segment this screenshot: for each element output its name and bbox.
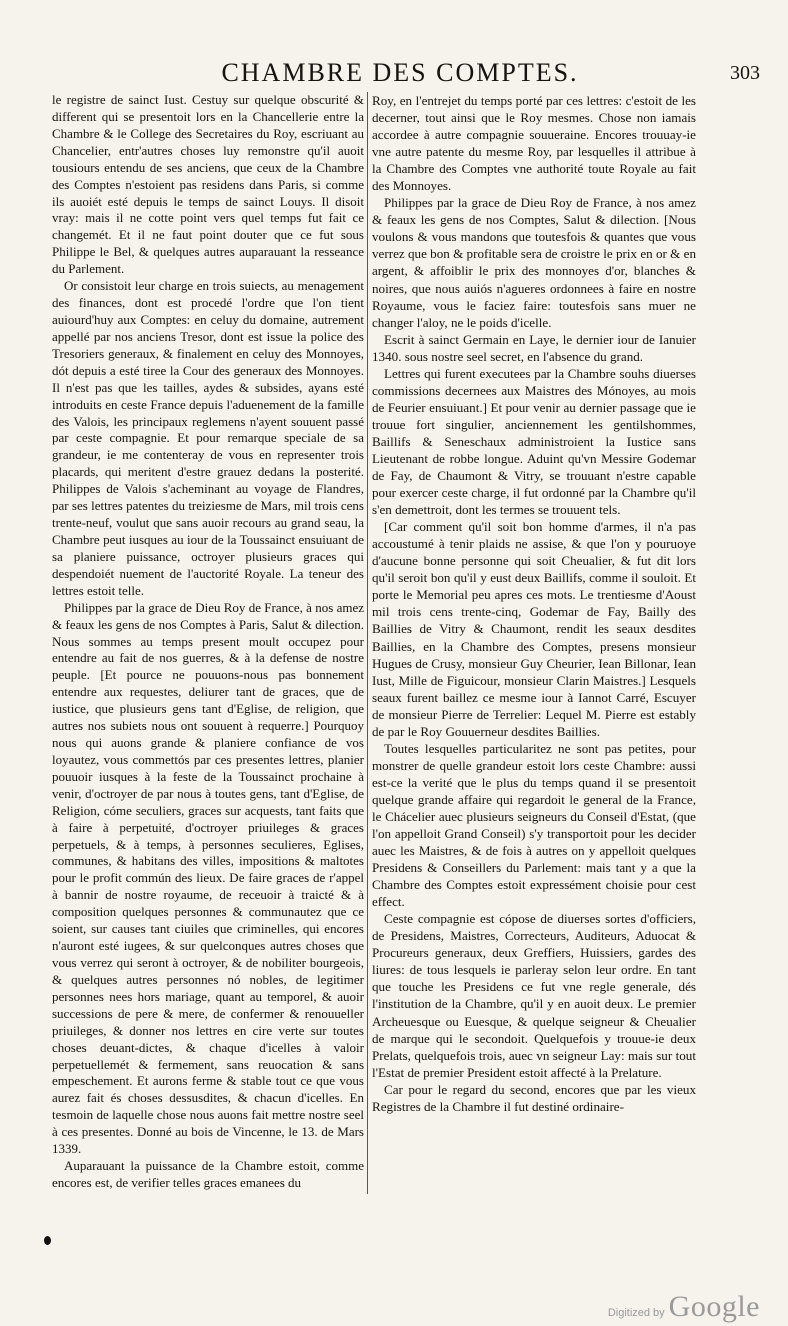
paragraph: Lettres qui furent executees par la Chambre souhs diuerses commissions decernees aux Maistres des Mónoyes, au mois de Feurier ensuiuant.] Et pour venir au dernier passage que ie trouue fort singulier, anciennement les gentilshommes, Baillifs & Seneschaux administroient la Iustice sans Lieutenant de robbe longue. Aduint qu'vn Messire Godemar de Fay, de Chaumont & Vitry, se trouuant n'estre capable pour exercer ceste charge, il fut ordonné par la Chambre qu'il s'en demettroit, dont les termes se trouuent tels. bbox=[372, 365, 696, 518]
paragraph: Or consistoit leur charge en trois suiects, au menagement des finances, dont est procedé l'ordre que l'on tient auiourd'huy aux Comptes: en celuy du domaine, autrement appellé par nos anciens Tresor, dont est issue la police des Tresoriers generaux, & finalement en celuy des Monnoyes, dót depuis a esté tiree la Cour des generaux des Monnoyes. Il n'est pas que les tailles, aydes & subsides, ayans esté introduits en ceste France depuis l'aduenement de la famille des Valois, les principaux reglemens n'ayent souuent passé par ceste compagnie. Et pour remarque speciale de sa grandeur, ie me contenteray de vous en representer trois placards, qui meritent d'estre grauez dedans la posterité. Philippes de Valois s'acheminant au voyage de Flandres, par ses lettres patentes du treiziesme de Mars, mil trois cens trente-neuf, voulut que sans auoir recours au grand seau, la Chambre peut iusques au iour de la Toussainct ensuiuant de sa planiere puissance, octroyer plusieurs graces qui despendoiét nuement de l'auctorité Royale. La teneur des lettres estoit telle. bbox=[52, 278, 364, 598]
digitized-watermark bbox=[608, 1290, 760, 1324]
watermark-small-text: Digitized by bbox=[607, 1307, 665, 1319]
paragraph: Ceste compagnie est cópose de diuerses sortes d'officiers, de Presidens, Maistres, Correcteurs, Auditeurs, Aduocat & Procureurs generaux, deux Greffiers, Huissiers, gardes des liures: de tous lesquels ie parleray selon leur ordre. En tant que touche les Presidens ce fut vne regle generale, dés l'institution de la Chambre, qu'il y en auoit deux. Le premier Archeuesque ou Euesque, & quelque seigneur & Cheualier de marque qui le secondoit. Quelquefois y trouue-ie deux Prelats, quelquefois trois, auec vn seigneur Lay: mais sur tout l'Estat de premier President estoit affecté à la Prelature. bbox=[372, 911, 696, 1080]
paragraph: Philippes par la grace de Dieu Roy de France, à nos amez & feaux les gens de nos Comptes à Paris, Salut & dilection. Nous sommes au temps present moult occupez pour entendre au fait de nos guerres, & à la defense de nostre peuple. [Et pource ne pouuons-nous pas bonnement entendre aux requestes, deliurer tant de graces, que de iustice, que plusieurs gens tant d'Eglise, de religion, que autres nos subiets nous ont souuent à requerre.] Pourquoy nous qui auons grande & planiere confiance de vos loyautez, vous commettós par ces presentes lettres, planier pouuoir iusques à la feste de la Toussainct prochaine à venir, d'octroyer de par nous à toutes gens, tant d'Eglise, de Religion, cóme seculiers, graces sur acquests, tant faits que à faire à perpetuité, d'octroyer priuileges & graces perpetuels, & à temps, à personnes seculieres, Eglises, communes, & habitans des villes, impositions & maltotes pour le profit commún des lieux. De faire graces de r'appel à bannir de nostre royaume, de receuoir à traicté & à composition quelques personnes & communautez que ce soient, sur causes tant ciuiles que criminelles, qui encores n'auront esté iugees, & sur quelconques autres choses que vous verrez qui seront à octroyer, & de nobiliter bourgeois, & quelques autres personnes nó nobles, de legitimer personnes nees hors mariage, quant au temporel, & auoir successions de pere & mere, de confermer & renouueller priuileges, & donner nos lettres en cire verte sur toutes choses deuant-dictes, & chaque d'icelles à valoir perpetuellemét & fermement, sans reuocation & sans empeschement. Et aurons ferme & stable tout ce que vous aurez fait és choses dessusdites, & chacun d'icelles. En tesmoin de laquelle chose nous auons fait mettre nostre seel à ces presentes. Donné au bois de Vincenne, le 13. de Mars 1339. bbox=[52, 599, 364, 1157]
paragraph: Escrit à sainct Germain en Laye, le dernier iour de Ianuier 1340. sous nostre seel secret, en l'absence du grand. bbox=[372, 331, 696, 364]
paragraph: Auparauant la puissance de la Chambre estoit, comme encores est, de verifier telles graces emanees du bbox=[52, 1158, 364, 1190]
paragraph: Car pour le regard du second, encores que par les vieux Registres de la Chambre il fut destiné ordinaire- bbox=[372, 1081, 696, 1114]
left-column bbox=[52, 92, 364, 1192]
margin-dot bbox=[44, 1236, 51, 1245]
page-header bbox=[40, 58, 760, 90]
paragraph: le registre de sainct Iust. Cestuy sur quelque obscurité & different qui se presentoit lors en la Chancellerie entre la Chambre & le College des Secretaires du Roy, escriuant au Chancelier, entr'autres choses luy remonstre qu'il auoit tousiours entendu de ses anciens, que ceux de la Chambre des Comptes n'estoient pas residens dans Paris, si comme ils auoiét esté depuis le temps de sainct Louys. Il disoit vray: mais il ne cotte point vers quel temps fut fait ce changemét. Et il ne faut point douter que ce fut sous Philippe le Bel, & quelques autres auparauant la resseance du Parlement. bbox=[52, 92, 364, 277]
paragraph: [Car comment qu'il soit bon homme d'armes, il n'a pas accoustumé à tenir plaids ne assise, & que l'on y pouruoye d'aucune bonne personne qui soit Cheualier, & fut dit lors qu'il seroit bon qu'il y eust deux Baillifs, comme il souloit. Et porte le Memorial peu apres ces mots. Le trentiesme d'Aoust mil trois cens trente-cinq, Godemar de Fay, Bailly des Baillies de Vitry & Chaumont, rendit les seaux desdites Baillies, en la Chambre des Comptes, presens monsieur Hugues de Crusy, monsieur Guy Cheurier, Iean Billonar, Iean Iust, Mille de Figuicour, monsieur Clarin Maistres.] Lesquels seaux furent baillez ce mesme iour à Iannot Carré, Escuyer de monsieur Pierre de Terrelier: Lequel M. Pierre est estably de par le Roy Gouuerneur desdites Baillies. bbox=[372, 519, 696, 739]
right-column bbox=[372, 92, 696, 1115]
page-number: 303 bbox=[730, 62, 760, 84]
paragraph: Toutes lesquelles particularitez ne sont pas petites, pour monstrer de quelle grandeur estoit lors ceste Chambre: aussi est-ce la verité que le plus du temps quand il se presentoit quelque grande affaire qui regardoit le general de la France, le Chácelier auec plusieurs seigneurs du Conseil d'Estat, (que l'on appelloit Grand Conseil) s'y transportoit pour les decider auec les Maistres, & de fois à autres on y appelloit quelques Presidens & Conseillers du Parlement: mais tant y a que la Chambre des Comptes estoit expressément choisie pour cest effect. bbox=[372, 740, 696, 910]
watermark-logo-text: Google bbox=[668, 1290, 760, 1323]
paragraph: Roy, en l'entrejet du temps porté par ces lettres: c'estoit de les decerner, tout ainsi que le Roy mesmes. Chose non iamais accordee à autre compagnie souueraine. Encores trouuay-ie vne autre patente du mesme Roy, par lesquelles il attribue à la Chambre des Comptes vne authorité toute Royale au fait des Monnoyes. bbox=[372, 93, 696, 194]
paragraph: Philippes par la grace de Dieu Roy de France, à nos amez & feaux les gens de nos Comptes, Salut & dilection. [Nous voulons & vous mandons que toutesfois & quantes que vous verrez que bon & profitable sera de croistre le prix en or & en argent, & affoiblir le prix des monnoyes d'or, blanches & noires, que nous auiós n'agueres ordonnees à faire en nostre Royaume, vous le faciez faire: toutesfois sans muer ne changer l'aloy, ne le poids d'icelle. bbox=[372, 195, 696, 330]
column-divider bbox=[367, 92, 368, 1194]
running-title: CHAMBRE DES COMPTES. bbox=[221, 58, 579, 87]
